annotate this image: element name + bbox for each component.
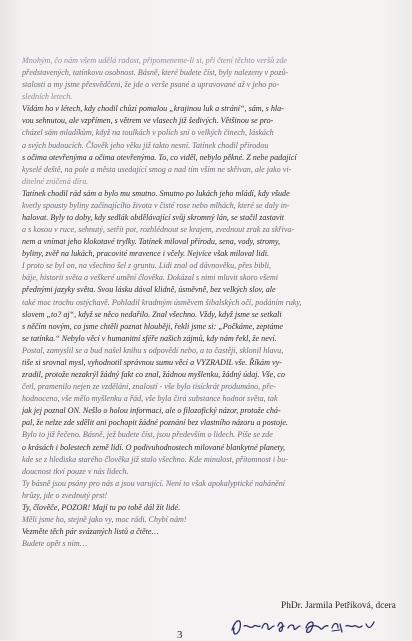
text-line: se tatínka.“ Nebylo věcí v humanitní sféře našich zájmů, kdy nám řekl, že neví. [22,333,277,343]
text-line: cházel sám mladíkům, když na toulkách v polích sní o velkých činech, láskách [22,128,274,138]
foreword-text [22,55,380,550]
text-line: Tatínek chodil rád sám a bylo mu smutno. Smutno po lukách jeho mládí, kdy všude [22,188,290,198]
text-line: Bylo to již řečeno. Básně, jež budete číst, jsou především o lidech. Píše se zde [22,430,273,440]
text-line: hodnoceno, vše mělo myšlenku a řád, vše byla čirá substance hodnot světa, tak [22,394,278,404]
text-line: představených, tatínkovu osobnost. Básně, které budete číst, byly nalezeny v pozů- [22,68,289,78]
text-line: slovem „to? aj“, když se něco nedařilo. Znal všechno. Vždy, když jsme se setkali [22,309,282,319]
text-line: Postal, zamyslil se a bud našel knihu s odpovědí nebo, a to častěji, sklonil hlavu, [22,345,284,355]
text-line: o krásách i bolestech země lidí. O podivuhodnostech milované blankytné planety, [22,442,285,452]
text-line: doucnost tkví pouze v nás lidech. [22,466,129,476]
text-line: s něčím novým, co jsme chtěli poznat hlouběji, řekli jsme si: „Počkáme, zeptáme [22,321,283,331]
text-line: Ty, člověče, POZOR! Mají tu po tobě dál žít lidé. [22,502,181,512]
text-line: kde se z hlediska starého člověka již stalo všechno. Kde minulost, přítomnost i bu- [22,454,288,464]
text-line: Měli jsme ho, stejně jako vy, moc rádi. Chybí nám! [22,514,187,524]
author-signature-line: PhDr. Jarmila Petříková, dcera [281,601,396,611]
text-line: sledních letech. [22,92,73,102]
text-line: hrůzy, jde o zvednutý prst! [22,490,108,500]
text-line: halovat. Byly to doby, kdy sedlák obdělávající svůj skromný lán, se stačil zastavit [22,213,285,223]
text-line: stalosti a my jsme přesvědčeni, že jde o verše psané a upravované až v jeho po- [22,80,280,90]
text-line: zradil, protože nezakrýl žádný fakt co znal, žádnou myšlenku, žádný údaj. Vše, co [22,370,285,380]
text-line: vou sehnutou, ale vzpřímen, s větrem ve vlasech již šedivých. Většinou se pro- [22,116,274,126]
text-line: jak jej poznal ON. Nešlo o holou informaci, ale o filozofický názor, protože chá- [22,406,281,416]
text-line: Mnohým, čo nám všem udělá radost, připomeneme-li si, při čtení těchto veršů zde [22,56,288,65]
text-line: kyselé deště, na pole a města usedající smog a nad tím vším ne skřivan, ale jako vi- [22,164,292,174]
page-number: 3 [177,629,183,641]
text-line: ditelné zničená díra. [22,176,89,186]
handwritten-signature [228,614,378,638]
text-line: četl, pramenilo nejen ze vzdělání, znalostí - vše bylo tisíckrát produmáno, pře- [22,382,276,392]
text-line: tiše si srovnal mysl, vyhodnotil správnou sumu věcí a VYZRADIL vše. Říkám vy- [22,357,282,367]
text-line: I proto se byl on, na všechno šel z gruntu. Lidi znal od dávnověku, přes bibli, [22,261,272,271]
text-line: pal, že nelze zde sdělit ani pochopit žádné poznání bez vlastního názoru a postoje. [22,418,288,428]
text-line: a s kosou v ruce, sehnutý, setřít pot, rozhlédnout se krajem, zvednout zrak za skřiva- [22,225,295,235]
text-line: báje, historii světa a veškeré umění člověka. Dokázal s nimi mluvit skoro všemi [22,273,278,283]
text-line: a svých budoucích. Člověk jeho věku již takto nesní. Tatínek chodil přírodou [22,140,269,150]
text-line: byliny, zvěř na lukách, pracovité mravence i včely. Nejvíce však miloval lidi. [22,249,269,259]
text-line: s očima otevřenýma a očima otevřenýma. To, co viděl, nebylo pěkné. Z nebe padající [22,152,297,162]
text-line: také moc trochu ostýchavě. Pohladil kradmým úsměvem šibalských očí, podáním ruky, [22,297,302,307]
text-line: nem a vnímat jeho klokotavé trylky. Tatínek miloval přírodu, sena, vody, stromy, [22,237,281,247]
text-line: Ty básně jsou psány pro nás a jsou varující. Není to však apokalyptické nahánění [22,478,286,488]
text-line: Vezměte těch pár svázaných listů a čtěte… [22,527,159,537]
text-line: Vídám ho v létech, kdy chodil chůzí pomalou „krajinou luk a strání“, sám, s hla- [22,104,284,114]
text-line: kvetly spousty byliny začínajícího života v čisté rose nebo mlhách, které se daly in- [22,200,290,210]
text-line: přednými jazyky světa. Svou lásku dával klidně, úsměvně, bez velkých slov, ale [22,285,276,295]
text-line: Budete opět s ním… [22,539,87,549]
